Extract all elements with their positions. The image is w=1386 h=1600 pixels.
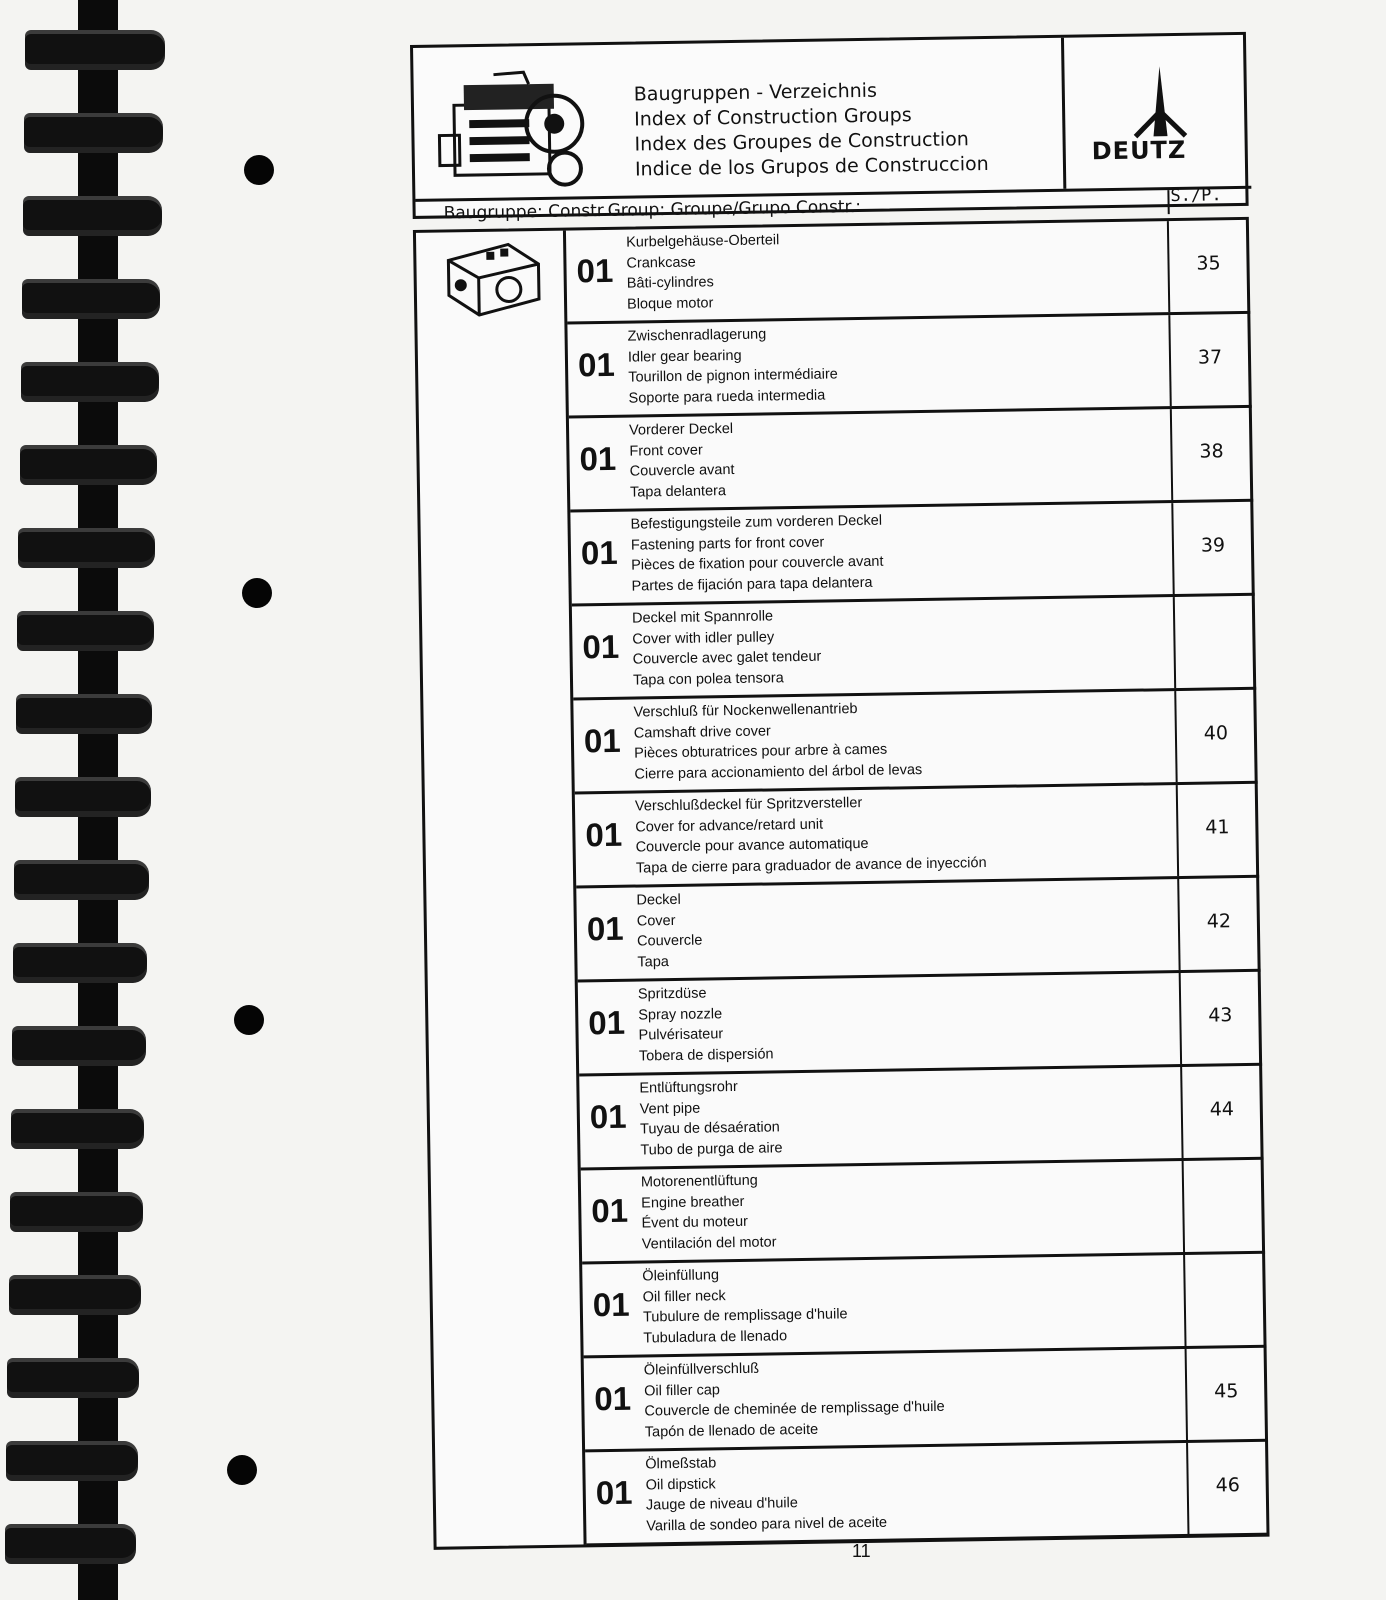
table-row [585, 1442, 1269, 1547]
part-name-line: Vorderer Deckel [628, 420, 734, 439]
part-name-line: Tubo de purga de aire [640, 1139, 783, 1159]
binding-coil [22, 279, 161, 319]
table-row [575, 784, 1259, 889]
part-name-line: Kurbelgehäuse-Oberteil [626, 232, 780, 251]
part-name-line: Ventilación del motor [641, 1233, 777, 1253]
part-names [630, 511, 884, 597]
part-name-line: Spray nozzle [638, 1005, 723, 1024]
page-reference: 37 [1197, 346, 1223, 369]
binding-coil [10, 1192, 143, 1232]
part-name-line: Front cover [629, 441, 703, 460]
brand-name: DEUTZ [1091, 135, 1187, 166]
table-row [573, 690, 1257, 795]
part-name-line: Vent pipe [639, 1100, 701, 1118]
page-reference [1175, 628, 1253, 629]
part-name-line: Öleinfüllung [642, 1267, 720, 1285]
header-titles [634, 77, 989, 183]
index-table [413, 217, 1270, 1550]
page-reference: 35 [1196, 252, 1221, 275]
logo-box [1061, 35, 1248, 189]
part-name-line: Engine breather [641, 1193, 745, 1212]
group-number: 01 [583, 721, 621, 760]
binding-coil [7, 1358, 139, 1398]
part-names [641, 1170, 777, 1254]
column-divider [1183, 1255, 1186, 1346]
page-reference: 42 [1206, 910, 1232, 933]
group-number: 01 [589, 1097, 627, 1136]
group-number: 01 [592, 1285, 630, 1324]
punch-hole [242, 578, 272, 608]
part-name-line: Tobera de dispersión [638, 1045, 774, 1065]
crankcase-illustration [438, 239, 549, 321]
part-names [639, 1076, 782, 1160]
part-name-line: Couvercle de cheminée de remplissage d'huile [644, 1398, 945, 1420]
table-row [572, 596, 1256, 701]
binding-coil [23, 196, 162, 236]
page-reference: 41 [1205, 816, 1230, 839]
part-name-line: Oil filler cap [644, 1381, 721, 1399]
group-number: 01 [576, 251, 614, 290]
binding-coil [9, 1275, 142, 1315]
binding-coil [5, 1524, 136, 1564]
page-column-label: S./P. [1170, 185, 1222, 207]
part-names [627, 323, 838, 408]
table-row [570, 502, 1254, 607]
binding-coil [25, 30, 165, 70]
title-es: Indice de los Grupos de Construccion [634, 152, 989, 181]
group-number: 01 [579, 439, 617, 478]
title-fr: Index des Groupes de Construction [634, 128, 970, 156]
title-en: Index of Construction Groups [634, 104, 912, 131]
part-names [635, 791, 987, 878]
binding-coil [17, 611, 154, 651]
page-number: 11 [852, 1541, 871, 1561]
part-name-line: Oil dipstick [645, 1475, 716, 1493]
part-names [633, 698, 922, 785]
part-name-line: Pulvérisateur [638, 1026, 724, 1044]
part-name-line: Tourillon de pignon intermédiaire [628, 366, 838, 386]
part-name-line: Verschluß für Nockenwellenantrieb [633, 701, 858, 721]
punch-hole [234, 1005, 264, 1035]
part-name-line: Évent du moteur [641, 1213, 749, 1232]
part-name-line: Pièces de fixation pour couvercle avant [631, 553, 884, 574]
page-reference: 44 [1209, 1098, 1235, 1121]
group-number: 01 [595, 1473, 633, 1512]
part-name-line: Varilla de sondeo para nivel de aceite [646, 1514, 888, 1534]
part-name-line: Öleinfüllverschluß [643, 1360, 760, 1379]
index-sheet [410, 31, 1324, 1550]
part-names [636, 890, 703, 973]
binding-coil [21, 362, 159, 402]
binding-coil [13, 943, 148, 983]
group-number: 01 [588, 1003, 626, 1042]
part-name-line: Befestigungsteile zum vorderen Deckel [630, 512, 883, 533]
punch-hole [244, 155, 274, 185]
table-row [566, 220, 1250, 325]
table-row [578, 972, 1262, 1077]
part-name-line: Couvercle pour avance automatique [635, 835, 869, 856]
page-reference [1184, 1192, 1262, 1193]
part-name-line: Tuyau de désaération [639, 1119, 780, 1138]
binding-coil [14, 860, 149, 900]
binding-coil [12, 1026, 146, 1066]
column-divider [1173, 597, 1176, 688]
part-name-line: Motorenentlüftung [640, 1172, 758, 1191]
table-row [582, 1254, 1266, 1359]
part-name-line: Zwischenradlagerung [627, 326, 767, 345]
part-name-line: Fastening parts for front cover [630, 534, 825, 554]
part-name-line: Bloque motor [626, 294, 714, 313]
column-divider [1182, 1161, 1185, 1252]
part-name-line: Couvercle avant [629, 461, 735, 480]
part-name-line: Soporte para rueda intermedia [628, 387, 826, 407]
table-row [567, 314, 1251, 419]
binding-coil [6, 1441, 138, 1481]
binding-coil [20, 445, 158, 485]
group-number: 01 [593, 1379, 632, 1418]
table-row [581, 1160, 1265, 1265]
binding-coil [11, 1109, 145, 1149]
part-name-line: Ölmeßstab [645, 1455, 717, 1473]
part-name-line: Couvercle avec galet tendeur [632, 648, 822, 668]
spiral-binding [0, 0, 175, 1600]
part-name-line: Tapa de cierre para graduador de avance de inyección [635, 854, 987, 877]
part-names [645, 1451, 887, 1537]
part-name-line: Pièces obturatrices pour arbre à cames [634, 741, 888, 762]
part-name-line: Partes de fijación para tapa delantera [631, 574, 873, 595]
group-number: 01 [585, 815, 623, 854]
group-number: 01 [586, 909, 624, 948]
part-name-line: Camshaft drive cover [633, 722, 771, 742]
table-row [569, 408, 1253, 513]
part-name-line: Verschlußdeckel für Spritzversteller [634, 794, 863, 815]
part-names [626, 230, 780, 314]
part-name-line: Tubuladura de llenado [643, 1327, 788, 1346]
part-name-line: Cover [636, 912, 676, 930]
part-names [629, 419, 735, 503]
binding-coil [24, 113, 164, 153]
page-reference: 43 [1208, 1004, 1233, 1027]
page-reference: 38 [1199, 440, 1224, 463]
index-header [410, 32, 1249, 224]
part-name-line: Idler gear bearing [627, 347, 742, 366]
part-name-line: Tapa [637, 953, 670, 971]
picture-column [416, 231, 587, 1547]
part-names [644, 1356, 945, 1443]
table-row [579, 1066, 1263, 1171]
part-name-line: Deckel mit Spannrolle [631, 608, 774, 627]
part-names [638, 982, 774, 1066]
group-number: 01 [580, 533, 619, 572]
page-reference [1186, 1286, 1264, 1287]
part-name-line: Cover with idler pulley [632, 628, 775, 648]
page-reference: 40 [1203, 722, 1229, 745]
table-row [576, 878, 1260, 983]
part-name-line: Cierre para accionamiento del árbol de levas [634, 761, 923, 783]
column-divider [1167, 190, 1169, 214]
part-name-line: Bâti-cylindres [626, 274, 714, 292]
part-name-line: Couvercle [636, 932, 703, 950]
title-de: Baugruppen - Verzeichnis [633, 79, 878, 106]
table-row [584, 1348, 1268, 1453]
part-name-line: Tapa con polea tensora [632, 669, 784, 689]
punch-hole [227, 1455, 257, 1485]
part-name-line: Crankcase [626, 254, 696, 272]
group-label: Baugruppe: Constr.Group: Groupe/Grupo Constr.: [443, 196, 862, 224]
part-name-line: Oil filler neck [642, 1287, 726, 1305]
part-names [632, 606, 822, 691]
part-name-line: Tubulure de remplissage d'huile [642, 1306, 848, 1326]
part-name-line: Tapón de llenado de aceite [644, 1421, 819, 1440]
page-reference: 39 [1200, 534, 1226, 557]
part-name-line: Jauge de niveau d'huile [645, 1495, 798, 1514]
binding-coil [18, 528, 155, 568]
binding-coil [16, 694, 152, 734]
part-name-line: Tapa delantera [629, 482, 727, 501]
part-name-line: Cover for advance/retard unit [635, 816, 824, 836]
binding-coil [15, 777, 151, 817]
group-number: 01 [582, 627, 620, 666]
part-name-line: Spritzdüse [637, 985, 707, 1003]
page-reference: 46 [1215, 1474, 1240, 1497]
part-names [642, 1263, 848, 1348]
group-number: 01 [591, 1191, 629, 1230]
part-name-line: Deckel [636, 891, 681, 909]
engine-illustration [433, 63, 595, 195]
page-reference: 45 [1213, 1380, 1239, 1403]
group-number: 01 [577, 345, 616, 384]
part-name-line: Entlüftungsrohr [639, 1078, 738, 1097]
